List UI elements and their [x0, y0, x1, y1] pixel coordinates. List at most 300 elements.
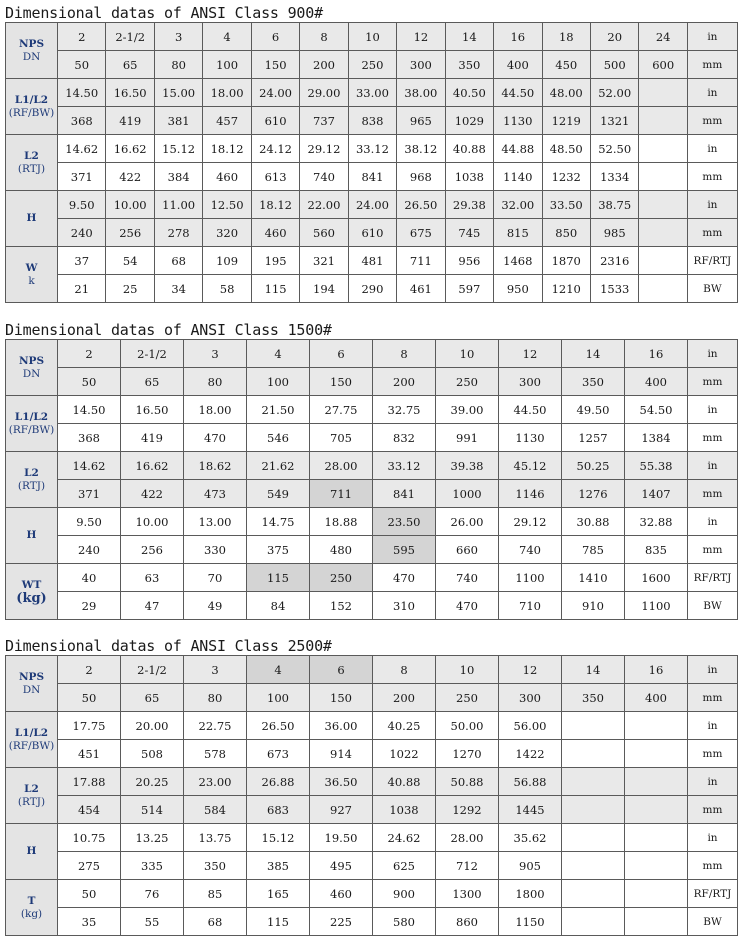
value-cell: 29.12 [499, 508, 562, 536]
value-cell: 625 [373, 852, 436, 880]
value-cell [639, 135, 687, 163]
value-cell: 470 [373, 564, 436, 592]
dimension-l1-bottom-row [6, 107, 738, 135]
unit-cell: mm [688, 480, 738, 508]
value-cell: 24.00 [251, 79, 299, 107]
value-cell: 673 [247, 740, 310, 768]
value-cell: 17.88 [58, 768, 121, 796]
value-cell [639, 219, 687, 247]
value-cell: 15.12 [154, 135, 202, 163]
dimension-weight-bottom-row [6, 275, 738, 303]
value-cell: 1150 [499, 908, 562, 936]
unit-mm: mm [688, 368, 738, 396]
value-cell: 711 [397, 247, 445, 275]
value-cell: 24.62 [373, 824, 436, 852]
class-2500-title: Dimensional datas of ANSI Class 2500# [5, 637, 332, 655]
dimension-h-top-row [6, 824, 738, 852]
value-cell: 1600 [625, 564, 688, 592]
value-cell: 835 [625, 536, 688, 564]
value-cell: 37 [58, 247, 106, 275]
value-cell: 514 [121, 796, 184, 824]
dn-value: 300 [499, 684, 562, 712]
value-cell: 26.50 [397, 191, 445, 219]
value-cell: 368 [58, 107, 106, 135]
dimension-weight-top-row [6, 564, 738, 592]
nps-value: 10 [348, 23, 396, 51]
unit-cell: in [687, 191, 737, 219]
dimension-l2-bottom-row [6, 796, 738, 824]
row-label-cell [6, 768, 58, 824]
row-label: T [27, 894, 36, 907]
value-cell: 76 [121, 880, 184, 908]
value-cell: 1300 [436, 880, 499, 908]
value-cell: 1422 [499, 740, 562, 768]
value-cell: 68 [184, 908, 247, 936]
value-cell: 1334 [590, 163, 638, 191]
dn-value: 50 [58, 51, 106, 79]
row-sublabel: (RF/BW) [8, 106, 55, 119]
value-cell: 35 [58, 908, 121, 936]
value-cell: 956 [445, 247, 493, 275]
row-label: L2 [24, 466, 39, 479]
class-900-section [5, 4, 737, 303]
value-cell: 50 [58, 880, 121, 908]
row-label-cell [6, 452, 58, 508]
row-sublabel: k [28, 274, 35, 287]
dimension-h-bottom-row [6, 219, 738, 247]
value-cell: 14.62 [58, 135, 106, 163]
value-cell: 16.50 [121, 396, 184, 424]
value-cell: 152 [310, 592, 373, 620]
value-cell: 18.00 [203, 79, 251, 107]
value-cell [639, 275, 687, 303]
dimension-l2-bottom-row [6, 480, 738, 508]
value-cell: 115 [247, 564, 310, 592]
value-cell: 18.00 [184, 396, 247, 424]
dn-value: 450 [542, 51, 590, 79]
value-cell: 711 [310, 480, 373, 508]
value-cell: 56.88 [499, 768, 562, 796]
value-cell: 578 [184, 740, 247, 768]
value-cell: 368 [58, 424, 121, 452]
value-cell: 900 [373, 880, 436, 908]
nps-value: 12 [499, 656, 562, 684]
value-cell: 115 [247, 908, 310, 936]
dn-value: 350 [562, 684, 625, 712]
nps-value: 3 [154, 23, 202, 51]
row-label-cell [6, 712, 58, 768]
value-cell: 21.50 [247, 396, 310, 424]
dimension-l2-top-row [6, 768, 738, 796]
value-cell: 68 [154, 247, 202, 275]
value-cell: 18.62 [184, 452, 247, 480]
value-cell: 33.50 [542, 191, 590, 219]
nps-value: 8 [373, 340, 436, 368]
value-cell [625, 880, 688, 908]
value-cell: 860 [436, 908, 499, 936]
value-cell: 40.50 [445, 79, 493, 107]
row-label: W [25, 261, 38, 274]
dn-value: 65 [121, 368, 184, 396]
value-cell: 1257 [562, 424, 625, 452]
dimension-l2-top-row [6, 452, 738, 480]
value-cell: 10.75 [58, 824, 121, 852]
value-cell: 1800 [499, 880, 562, 908]
value-cell: 240 [58, 219, 106, 247]
value-cell: 832 [373, 424, 436, 452]
value-cell: 1407 [625, 480, 688, 508]
value-cell: 13.75 [184, 824, 247, 852]
dn-value: 400 [494, 51, 542, 79]
row-label: L2 [24, 149, 39, 162]
value-cell: 256 [121, 536, 184, 564]
value-cell [562, 768, 625, 796]
value-cell: 30.88 [562, 508, 625, 536]
unit-cell: mm [688, 424, 738, 452]
value-cell: 63 [121, 564, 184, 592]
value-cell: 968 [397, 163, 445, 191]
value-cell: 14.50 [58, 396, 121, 424]
unit-cell: mm [688, 796, 738, 824]
value-cell: 38.00 [397, 79, 445, 107]
value-cell: 454 [58, 796, 121, 824]
value-cell: 495 [310, 852, 373, 880]
nps-value: 6 [310, 340, 373, 368]
value-cell: 613 [251, 163, 299, 191]
dn-value: 200 [373, 684, 436, 712]
value-cell: 54.50 [625, 396, 688, 424]
row-label-cell [6, 824, 58, 880]
nps-value: 4 [247, 656, 310, 684]
value-cell: 11.00 [154, 191, 202, 219]
value-cell: 275 [58, 852, 121, 880]
value-cell: 683 [247, 796, 310, 824]
value-cell: 278 [154, 219, 202, 247]
dimension-h-top-row [6, 191, 738, 219]
value-cell: 39.00 [436, 396, 499, 424]
nps-value: 12 [499, 340, 562, 368]
value-cell: 20.00 [121, 712, 184, 740]
dn-label: DN [22, 683, 41, 696]
row-sublabel: (RTJ) [17, 162, 46, 175]
value-cell: 32.88 [625, 508, 688, 536]
value-cell: 910 [562, 592, 625, 620]
dn-value: 250 [436, 684, 499, 712]
dimension-l2-bottom-row [6, 163, 738, 191]
value-cell: 14.50 [58, 79, 106, 107]
value-cell: 815 [494, 219, 542, 247]
value-cell: 1321 [590, 107, 638, 135]
value-cell: 56.00 [499, 712, 562, 740]
value-cell: 14.62 [58, 452, 121, 480]
row-sublabel: (RTJ) [17, 479, 46, 492]
value-cell: 36.00 [310, 712, 373, 740]
value-cell: 381 [154, 107, 202, 135]
dn-value: 65 [121, 684, 184, 712]
value-cell: 12.50 [203, 191, 251, 219]
value-cell: 35.62 [499, 824, 562, 852]
value-cell: 24.00 [348, 191, 396, 219]
row-sublabel: (kg) [16, 590, 47, 606]
value-cell: 1000 [436, 480, 499, 508]
value-cell [625, 824, 688, 852]
value-cell: 22.75 [184, 712, 247, 740]
value-cell: 23.00 [184, 768, 247, 796]
value-cell: 595 [373, 536, 436, 564]
value-cell: 13.00 [184, 508, 247, 536]
value-cell: 1410 [562, 564, 625, 592]
unit-cell: RF/RTJ [688, 880, 738, 908]
value-cell: 461 [397, 275, 445, 303]
nps-value: 3 [184, 656, 247, 684]
value-cell: 1038 [373, 796, 436, 824]
dn-value: 50 [58, 684, 121, 712]
value-cell: 712 [436, 852, 499, 880]
dn-value: 100 [247, 368, 310, 396]
value-cell: 16.62 [121, 452, 184, 480]
dn-value: 200 [373, 368, 436, 396]
value-cell: 985 [590, 219, 638, 247]
value-cell [562, 908, 625, 936]
nps-value: 2 [58, 656, 121, 684]
value-cell: 23.50 [373, 508, 436, 536]
dn-value: 80 [184, 368, 247, 396]
value-cell: 740 [436, 564, 499, 592]
dn-value: 350 [562, 368, 625, 396]
value-cell: 1445 [499, 796, 562, 824]
value-cell: 1130 [494, 107, 542, 135]
unit-cell: mm [687, 107, 737, 135]
value-cell: 39.38 [436, 452, 499, 480]
value-cell: 841 [373, 480, 436, 508]
dn-value: 600 [639, 51, 687, 79]
value-cell: 40.88 [445, 135, 493, 163]
row-label: H [26, 212, 37, 224]
unit-in: in [688, 340, 738, 368]
value-cell [562, 712, 625, 740]
value-cell: 38.75 [590, 191, 638, 219]
value-cell [639, 191, 687, 219]
row-label-cell [6, 135, 58, 191]
value-cell [639, 79, 687, 107]
value-cell [562, 852, 625, 880]
value-cell: 335 [121, 852, 184, 880]
nps-dn-label-cell [6, 340, 58, 396]
value-cell: 14.75 [247, 508, 310, 536]
value-cell: 47 [121, 592, 184, 620]
value-cell: 195 [251, 247, 299, 275]
unit-mm: mm [688, 684, 738, 712]
value-cell: 52.00 [590, 79, 638, 107]
value-cell: 457 [203, 107, 251, 135]
row-sublabel: (RF/BW) [8, 739, 55, 752]
value-cell: 905 [499, 852, 562, 880]
value-cell: 560 [300, 219, 348, 247]
value-cell: 33.00 [348, 79, 396, 107]
row-label-cell [6, 880, 58, 936]
row-label-cell [6, 564, 58, 620]
nps-dn-label-cell [6, 656, 58, 712]
value-cell: 385 [247, 852, 310, 880]
value-cell: 85 [184, 880, 247, 908]
value-cell [625, 852, 688, 880]
unit-cell: in [688, 396, 738, 424]
value-cell: 745 [445, 219, 493, 247]
value-cell: 194 [300, 275, 348, 303]
value-cell: 26.88 [247, 768, 310, 796]
unit-cell: mm [688, 852, 738, 880]
dimension-l1-bottom-row [6, 424, 738, 452]
dn-value: 100 [203, 51, 251, 79]
row-label: L1/L2 [14, 726, 49, 739]
value-cell: 1870 [542, 247, 590, 275]
dn-value: 80 [184, 684, 247, 712]
value-cell: 40.25 [373, 712, 436, 740]
value-cell: 44.88 [494, 135, 542, 163]
value-cell: 584 [184, 796, 247, 824]
nps-label: NPS [18, 37, 45, 50]
value-cell: 460 [310, 880, 373, 908]
value-cell: 1130 [499, 424, 562, 452]
dn-value: 150 [310, 368, 373, 396]
nps-value: 8 [373, 656, 436, 684]
value-cell: 580 [373, 908, 436, 936]
value-cell: 115 [251, 275, 299, 303]
value-cell: 29.38 [445, 191, 493, 219]
value-cell: 371 [58, 480, 121, 508]
value-cell: 19.50 [310, 824, 373, 852]
value-cell: 250 [310, 564, 373, 592]
dimension-h-bottom-row [6, 852, 738, 880]
value-cell: 50.88 [436, 768, 499, 796]
value-cell: 737 [300, 107, 348, 135]
value-cell: 2316 [590, 247, 638, 275]
value-cell: 28.00 [436, 824, 499, 852]
row-label-cell [6, 79, 58, 135]
value-cell: 26.00 [436, 508, 499, 536]
value-cell: 470 [184, 424, 247, 452]
value-cell: 70 [184, 564, 247, 592]
value-cell: 109 [203, 247, 251, 275]
nps-value: 16 [494, 23, 542, 51]
nps-value: 16 [625, 340, 688, 368]
value-cell: 33.12 [348, 135, 396, 163]
value-cell: 34 [154, 275, 202, 303]
value-cell: 52.50 [590, 135, 638, 163]
nps-value: 16 [625, 656, 688, 684]
nps-value: 2 [58, 23, 106, 51]
dn-value: 200 [300, 51, 348, 79]
value-cell: 44.50 [499, 396, 562, 424]
value-cell: 28.00 [310, 452, 373, 480]
value-cell: 1022 [373, 740, 436, 768]
value-cell [639, 163, 687, 191]
value-cell: 320 [203, 219, 251, 247]
value-cell: 710 [499, 592, 562, 620]
value-cell: 49.50 [562, 396, 625, 424]
dn-value: 400 [625, 368, 688, 396]
value-cell: 21.62 [247, 452, 310, 480]
value-cell: 419 [106, 107, 154, 135]
nps-label: NPS [18, 670, 45, 683]
unit-cell: in [688, 824, 738, 852]
class-900-title: Dimensional datas of ANSI Class 900# [5, 4, 323, 22]
value-cell: 22.00 [300, 191, 348, 219]
dimension-l1-top-row [6, 396, 738, 424]
nps-value: 14 [445, 23, 493, 51]
value-cell: 38.12 [397, 135, 445, 163]
value-cell: 1029 [445, 107, 493, 135]
value-cell: 610 [348, 219, 396, 247]
unit-cell: in [687, 79, 737, 107]
value-cell: 16.50 [106, 79, 154, 107]
unit-cell: in [688, 508, 738, 536]
value-cell: 36.50 [310, 768, 373, 796]
nps-row [6, 656, 738, 684]
dn-value: 65 [106, 51, 154, 79]
unit-cell: mm [688, 740, 738, 768]
dimension-l1-top-row [6, 79, 738, 107]
dn-value: 300 [499, 368, 562, 396]
row-label-cell [6, 396, 58, 452]
row-label: H [26, 529, 37, 541]
value-cell: 310 [373, 592, 436, 620]
dn-row [6, 684, 738, 712]
value-cell: 1038 [445, 163, 493, 191]
dn-value: 50 [58, 368, 121, 396]
nps-value: 3 [184, 340, 247, 368]
dimension-l1-top-row [6, 712, 738, 740]
value-cell: 49 [184, 592, 247, 620]
dn-value: 400 [625, 684, 688, 712]
value-cell: 40.88 [373, 768, 436, 796]
value-cell: 838 [348, 107, 396, 135]
value-cell: 32.75 [373, 396, 436, 424]
dn-value: 500 [590, 51, 638, 79]
value-cell: 321 [300, 247, 348, 275]
value-cell: 15.12 [247, 824, 310, 852]
class-1500-title: Dimensional datas of ANSI Class 1500# [5, 321, 332, 339]
value-cell: 1100 [499, 564, 562, 592]
dn-value: 150 [310, 684, 373, 712]
value-cell: 705 [310, 424, 373, 452]
value-cell: 165 [247, 880, 310, 908]
value-cell: 84 [247, 592, 310, 620]
value-cell: 50.00 [436, 712, 499, 740]
value-cell: 13.25 [121, 824, 184, 852]
nps-dn-label-cell [6, 23, 58, 79]
unit-cell: in [688, 712, 738, 740]
value-cell: 422 [106, 163, 154, 191]
value-cell: 9.50 [58, 191, 106, 219]
value-cell: 48.00 [542, 79, 590, 107]
value-cell: 18.12 [203, 135, 251, 163]
value-cell: 597 [445, 275, 493, 303]
dn-label: DN [22, 367, 41, 380]
unit-cell: mm [687, 219, 737, 247]
dimension-weight-top-row [6, 880, 738, 908]
value-cell: 371 [58, 163, 106, 191]
value-cell [625, 740, 688, 768]
value-cell: 256 [106, 219, 154, 247]
row-label: WT [21, 578, 42, 591]
value-cell: 460 [251, 219, 299, 247]
row-label: H [26, 845, 37, 857]
dn-value: 250 [436, 368, 499, 396]
value-cell: 29 [58, 592, 121, 620]
value-cell: 1210 [542, 275, 590, 303]
nps-label: NPS [18, 354, 45, 367]
